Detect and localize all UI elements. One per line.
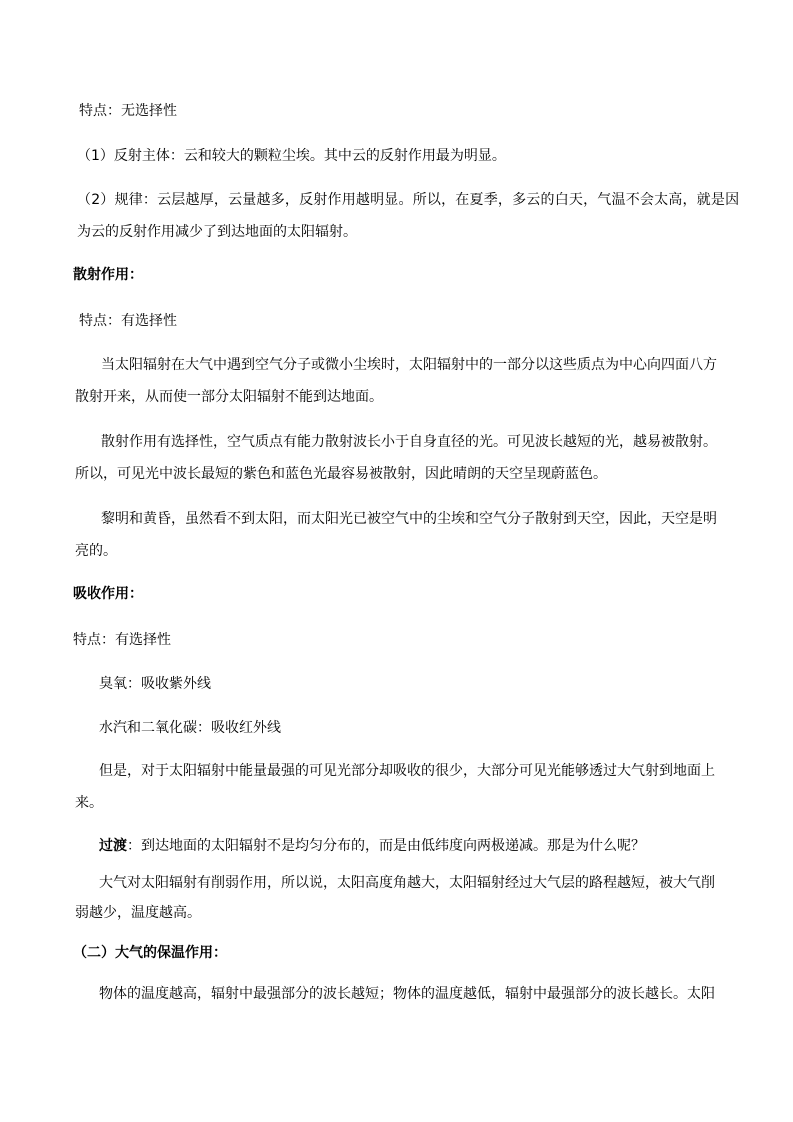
scattering-paragraph-2-line-2: 所以，可见光中波长最短的紫色和蓝色光最容易被散射，因此晴朗的天空呈现蔚蓝色。	[75, 466, 607, 482]
transition-text: ：到达地面的太阳辐射不是均匀分布的，而是由低纬度向两极递减。那是为什么呢？	[127, 838, 645, 854]
transition-label: 过渡	[99, 838, 127, 854]
insulation-paragraph-line-1: 物体的温度越高，辐射中最强部分的波长越短；物体的温度越低，辐射中最强部分的波长越长。太阳	[99, 986, 715, 1002]
absorption-feature: 特点：有选择性	[73, 632, 171, 648]
scattering-paragraph-1-line-1: 当太阳辐射在大气中遇到空气分子或微小尘埃时，太阳辐射中的一部分以这些质点为中心向四面八方	[101, 357, 717, 373]
transition-line	[99, 836, 645, 856]
scattering-paragraph-1-line-2: 散射开来，从而使一部分太阳辐射不能到达地面。	[75, 389, 383, 405]
reflection-rule-line-2: 为云的反射作用减少了到达地面的太阳辐射。	[77, 224, 357, 240]
reflection-rule-line-1: （2）规律：云层越厚，云量越多，反射作用越明显。所以，在夏季，多云的白天，气温不会太高，就是因	[77, 192, 740, 208]
reflection-subject: （1）反射主体：云和较大的颗粒尘埃。其中云的反射作用最为明显。	[77, 148, 506, 164]
absorption-paragraph-line-2: 来。	[75, 795, 103, 811]
reflection-feature: 特点：无选择性	[79, 103, 177, 119]
scattering-paragraph-3-line-2: 亮的。	[75, 543, 117, 559]
scattering-paragraph-3-line-1: 黎明和黄昏，虽然看不到太阳，而太阳光已被空气中的尘埃和空气分子散射到天空，因此，天空是明	[101, 511, 717, 527]
scattering-feature: 特点：有选择性	[79, 313, 177, 329]
absorption-paragraph-line-1: 但是，对于太阳辐射中能量最强的可见光部分却吸收的很少，大部分可见光能够透过大气射到地面上	[99, 763, 715, 779]
absorption-vapor-co2: 水汽和二氧化碳：吸收红外线	[99, 720, 281, 736]
absorption-ozone: 臭氧：吸收紫外线	[99, 676, 211, 692]
scattering-heading: 散射作用：	[73, 267, 143, 283]
absorption-heading: 吸收作用：	[73, 586, 143, 602]
scattering-paragraph-2-line-1: 散射作用有选择性，空气质点有能力散射波长小于自身直径的光。可见波长越短的光，越易被散射。	[101, 434, 717, 450]
insulation-heading: （二）大气的保温作用：	[73, 945, 227, 961]
transition-paragraph-line-1: 大气对太阳辐射有削弱作用，所以说，太阳高度角越大，太阳辐射经过大气层的路程越短，被大气削	[99, 875, 715, 891]
transition-paragraph-line-2: 弱越少，温度越高。	[75, 905, 201, 921]
